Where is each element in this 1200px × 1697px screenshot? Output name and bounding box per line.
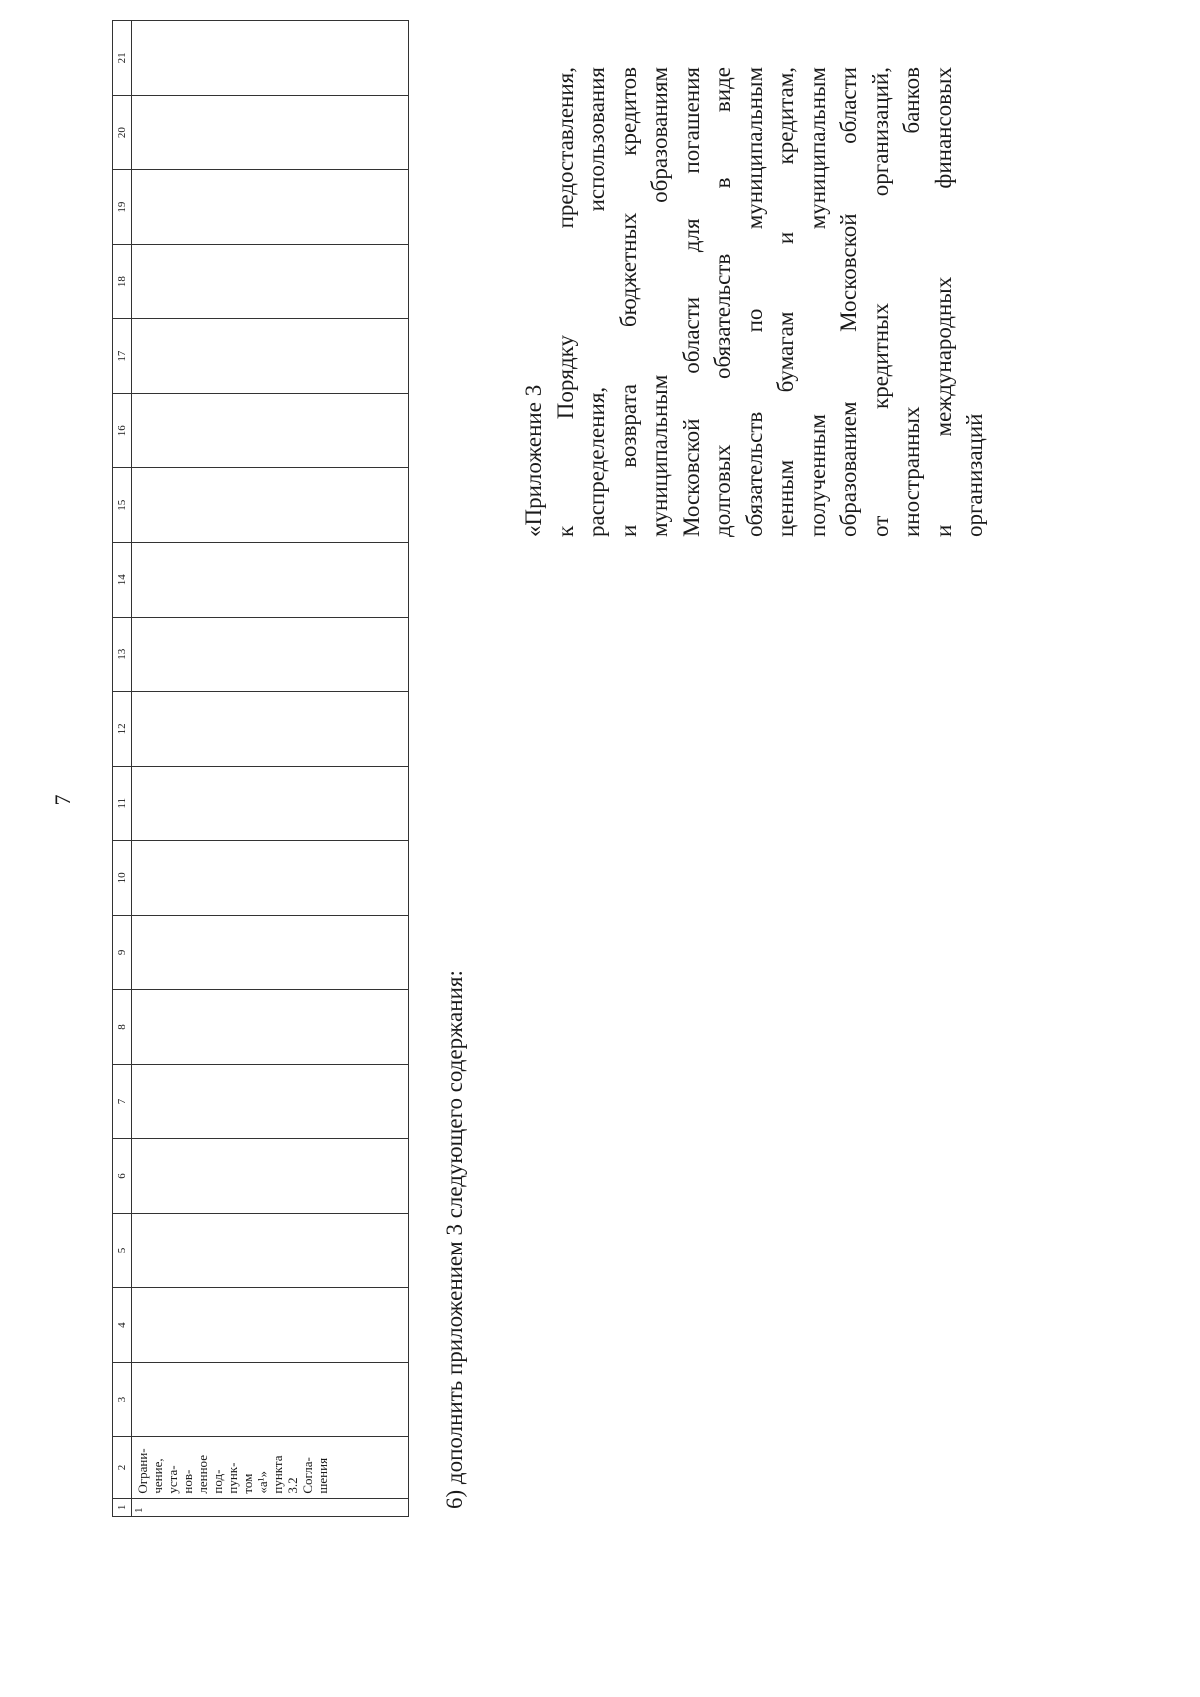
row-label-line: том <box>240 1473 255 1494</box>
row-label-line: нов- <box>180 1469 195 1494</box>
row-label-line: уста- <box>165 1465 180 1494</box>
column-number: 21 <box>113 21 132 96</box>
empty-cell <box>132 393 409 468</box>
row-number-cell: 1 <box>132 1498 409 1516</box>
empty-cell <box>132 21 409 96</box>
empty-cell <box>132 841 409 916</box>
empty-cell <box>132 170 409 245</box>
appendix-line: и возврата бюджетных кредитов <box>615 67 641 537</box>
row-label-line: «а¹» <box>255 1470 270 1494</box>
page-number: 7 <box>50 794 75 806</box>
appendix-line: образованием Московской области <box>836 67 861 537</box>
column-number: 20 <box>113 95 132 170</box>
empty-cell <box>132 990 409 1065</box>
empty-cell <box>132 1064 409 1139</box>
column-number: 11 <box>113 766 132 841</box>
appendix-line: и международных финансовых <box>930 67 956 537</box>
column-number: 10 <box>113 841 132 916</box>
appendix-heading-block <box>518 67 991 537</box>
empty-cell <box>132 1288 409 1363</box>
empty-cell <box>132 319 409 394</box>
column-number: 15 <box>113 468 132 543</box>
column-number: 17 <box>113 319 132 394</box>
row-label-line: ленное <box>195 1455 210 1494</box>
empty-cell <box>132 542 409 617</box>
empty-cell <box>132 766 409 841</box>
appendix-line: иностранных банков <box>899 67 924 537</box>
column-number: 8 <box>113 990 132 1065</box>
table-header-row <box>113 21 132 1517</box>
empty-cell <box>132 617 409 692</box>
empty-cell <box>132 1362 409 1437</box>
column-number: 19 <box>113 170 132 245</box>
empty-cell <box>132 95 409 170</box>
empty-cell <box>132 1213 409 1288</box>
column-number: 6 <box>113 1139 132 1214</box>
table-row <box>132 21 409 1517</box>
row-label-line: пунк- <box>225 1462 240 1494</box>
appendix-line: к Порядку предоставления, <box>552 67 578 537</box>
appendix-line: ценным бумагам и кредитам, <box>773 67 798 537</box>
appendix-line: обязательств по муниципальным <box>741 67 767 537</box>
appendix-line: долговых обязательств в виде <box>710 67 735 537</box>
column-number: 14 <box>113 542 132 617</box>
empty-cell <box>132 244 409 319</box>
column-number: 18 <box>113 244 132 319</box>
row-label-line: под- <box>210 1469 225 1494</box>
appendix-line: распределения, использования <box>584 67 609 537</box>
row-label-line: Ограни- <box>135 1448 150 1494</box>
row-label-line: шения <box>315 1457 330 1494</box>
column-number: 4 <box>113 1288 132 1363</box>
empty-cell <box>132 915 409 990</box>
row-label-line: 3.2 <box>285 1477 300 1494</box>
appendix-line: организаций <box>962 413 987 537</box>
column-number: 5 <box>113 1213 132 1288</box>
row-label-line: пункта <box>270 1455 285 1494</box>
column-number: 3 <box>113 1362 132 1437</box>
column-number: 12 <box>113 692 132 767</box>
row-label-line: Согла- <box>300 1457 315 1494</box>
column-number: 2 <box>113 1437 132 1498</box>
appendix-line: Московской области для погашения <box>678 67 704 537</box>
column-number: 1 <box>113 1498 132 1516</box>
column-number: 13 <box>113 617 132 692</box>
row-label-cell <box>132 1437 409 1498</box>
empty-cell <box>132 692 409 767</box>
appendix-line: муниципальным образованиям <box>647 67 672 537</box>
empty-cell <box>132 468 409 543</box>
appendix-line: от кредитных организаций, <box>867 67 893 537</box>
appendix-line: полученным муниципальным <box>804 67 830 537</box>
appendix-line: «Приложение 3 <box>521 384 546 537</box>
column-number: 16 <box>113 393 132 468</box>
amendment-instruction: 6) дополнить приложением 3 следующего содержания: <box>442 970 467 1509</box>
column-number: 9 <box>113 915 132 990</box>
report-table <box>112 20 409 1517</box>
column-number: 7 <box>113 1064 132 1139</box>
empty-cell <box>132 1139 409 1214</box>
row-label-line: чение, <box>150 1458 165 1494</box>
